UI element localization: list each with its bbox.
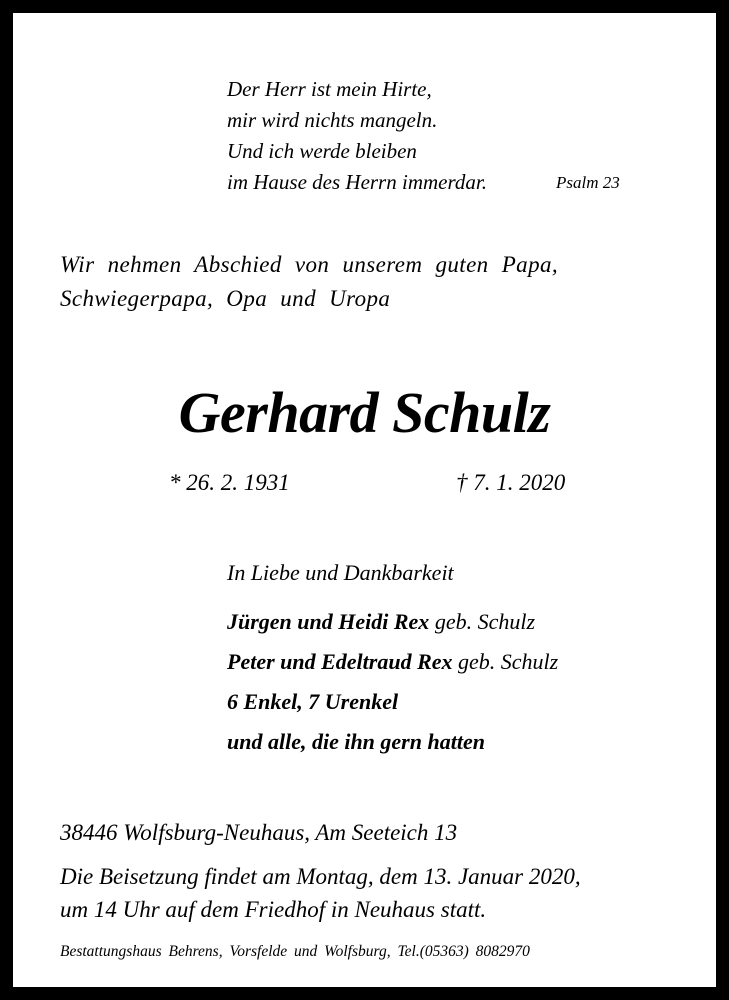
psalm-line-3: Und ich werde bleiben [227,139,417,163]
deceased-name: Gerhard Schulz [178,380,551,445]
death-date: † 7. 1. 2020 [456,470,566,495]
mourner-names: und alle, die ihn gern hatten [227,729,485,754]
psalm-reference: Psalm 23 [556,173,620,192]
mourner-suffix: geb. Schulz [429,609,536,634]
funeral-line-1: Die Beisetzung findet am Montag, dem 13. Januar 2020, [60,864,581,889]
mourner-names: Jürgen und Heidi Rex [227,609,430,634]
psalm-line-2: mir wird nichts mangeln. [227,108,438,132]
psalm-line-4: im Hause des Herrn immerdar. [227,170,487,194]
mourners-heading: In Liebe und Dankbarkeit [227,560,454,585]
mourner-entry-4 [227,731,485,753]
mourner-names: 6 Enkel, 7 Urenkel [227,689,399,714]
funeral-home-info: Bestattungshaus Behrens, Vorsfelde und Wolfsburg, Tel.(05363) 8082970 [60,943,530,960]
psalm-line-1: Der Herr ist mein Hirte, [227,77,432,101]
mourner-suffix: geb. Schulz [452,649,559,674]
intro-line-1: Wir nehmen Abschied von unserem guten Papa, [60,252,559,277]
funeral-line-2: um 14 Uhr auf dem Friedhof in Neuhaus statt. [60,897,487,922]
mourner-entry-1 [227,611,535,633]
intro-line-2: Schwiegerpapa, Opa und Uropa [60,286,391,311]
mourner-entry-2 [227,651,558,673]
mourner-names: Peter und Edeltraud Rex [227,649,453,674]
birth-date: * 26. 2. 1931 [169,470,290,495]
mourner-entry-3 [227,691,398,713]
family-address: 38446 Wolfsburg-Neuhaus, Am Seeteich 13 [60,820,458,845]
